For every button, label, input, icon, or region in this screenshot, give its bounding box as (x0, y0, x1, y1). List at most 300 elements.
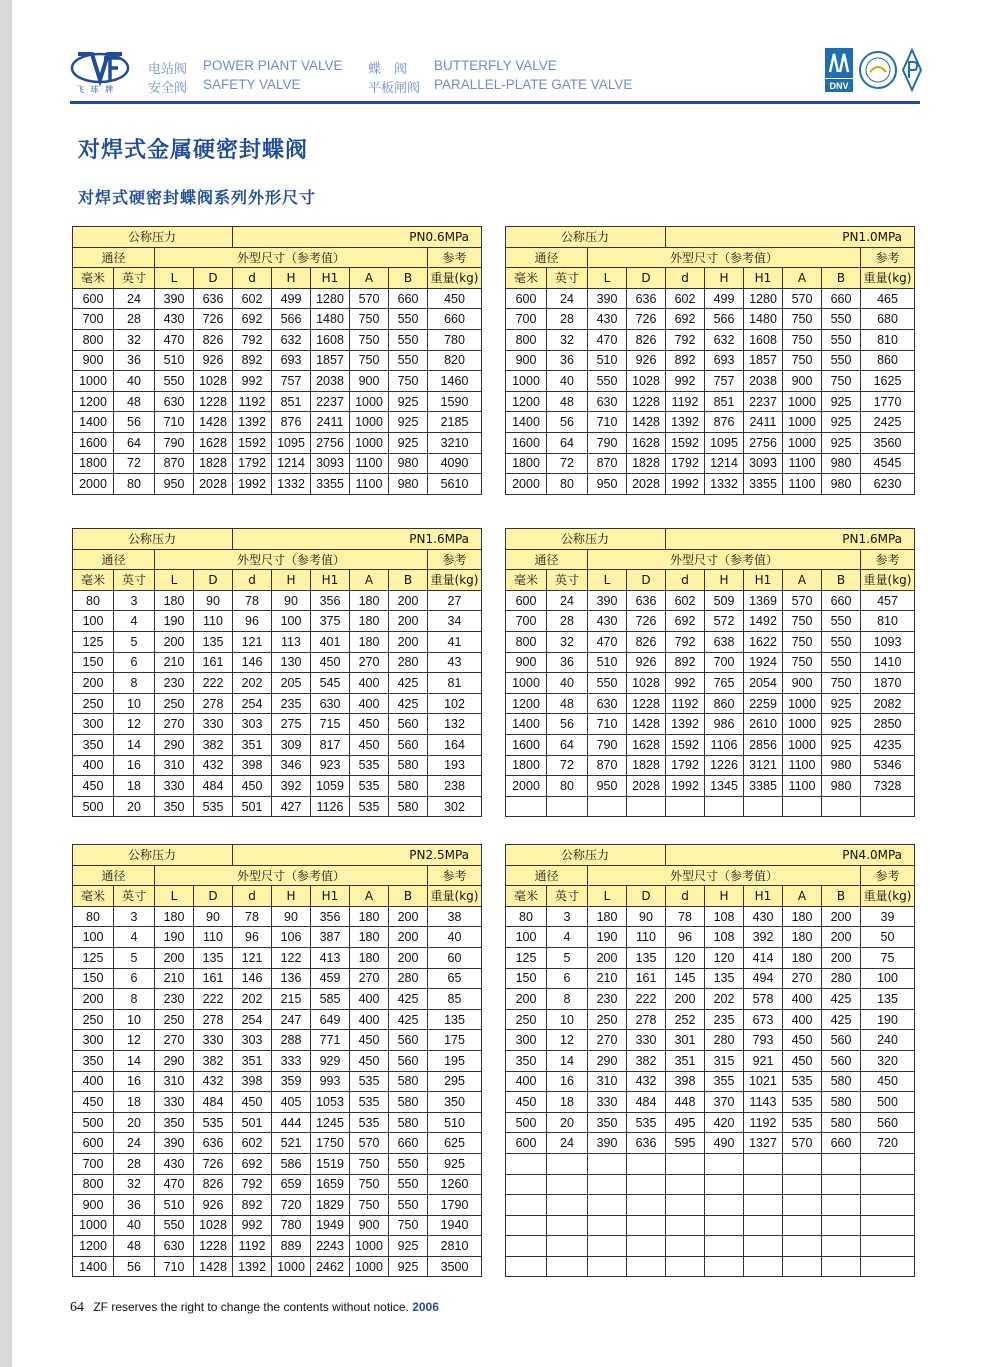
table-row (506, 1092, 915, 1113)
table-cell: 535 (783, 1092, 822, 1113)
table-cell: 392 (272, 776, 311, 797)
table-cell (861, 1215, 915, 1236)
table-cell (547, 1256, 588, 1277)
table-header-row (506, 268, 915, 289)
table-cell: 230 (155, 673, 194, 694)
table-cell: 10 (547, 1009, 588, 1030)
table-cell: 484 (194, 1092, 233, 1113)
table-cell: 24 (547, 1133, 588, 1154)
table-cell: 96 (666, 927, 705, 948)
table-cell: 90 (627, 906, 666, 927)
table-cell: 600 (73, 288, 114, 309)
table-cell: 120 (666, 947, 705, 968)
table-row (506, 611, 915, 632)
table-cell: 1100 (350, 453, 389, 474)
table-cell: 470 (588, 631, 627, 652)
table-cell: 78 (233, 906, 272, 927)
table-cell (783, 1153, 822, 1174)
table-cell: 270 (350, 652, 389, 673)
table-cell: 980 (389, 453, 428, 474)
reference-label: 参考 (861, 865, 915, 886)
table-cell: 630 (155, 391, 194, 412)
table-cell (547, 1236, 588, 1257)
col-header-inch: 英寸 (547, 570, 588, 591)
table-cell: 1000 (350, 432, 389, 453)
table-cell: 135 (194, 631, 233, 652)
certification-seal-icon (858, 48, 898, 92)
table-cell: 750 (350, 1153, 389, 1174)
table-cell: 24 (114, 1133, 155, 1154)
table-cell: 48 (547, 693, 588, 714)
table-row (506, 947, 915, 968)
table-cell: 12 (547, 1030, 588, 1051)
table-row (73, 796, 482, 817)
table-cell: 1059 (311, 776, 350, 797)
table-cell: 200 (506, 989, 547, 1010)
table-row (506, 371, 915, 392)
table-cell (547, 1215, 588, 1236)
table-cell: 1770 (861, 391, 915, 412)
table-cell: 180 (350, 947, 389, 968)
table-cell: 200 (155, 947, 194, 968)
table-cell (666, 1256, 705, 1277)
table-cell: 925 (389, 1236, 428, 1257)
table-cell: 570 (783, 1133, 822, 1154)
table-row (73, 673, 482, 694)
table-cell: 750 (783, 329, 822, 350)
table-cell: 817 (311, 734, 350, 755)
table-cell: 400 (73, 1071, 114, 1092)
col-header-h: H (705, 570, 744, 591)
table-cell: 303 (233, 714, 272, 735)
table-cell: 700 (506, 611, 547, 632)
table-cell: 278 (194, 1009, 233, 1030)
table-cell: 925 (822, 432, 861, 453)
table-cell: 1000 (272, 1256, 311, 1277)
table-cell: 193 (428, 755, 482, 776)
table-cell: 550 (389, 1195, 428, 1216)
table-cell (861, 1236, 915, 1257)
table-cell: 692 (233, 1153, 272, 1174)
table-cell (666, 1215, 705, 1236)
table-cell: 484 (627, 1092, 666, 1113)
table-cell: 566 (272, 309, 311, 330)
table-cell: 1192 (666, 391, 705, 412)
table-cell: 1592 (666, 432, 705, 453)
table-cell: 851 (272, 391, 311, 412)
table-cell: 146 (233, 652, 272, 673)
table-cell: 535 (194, 1112, 233, 1133)
table-cell: 450 (350, 714, 389, 735)
table-cell: 120 (705, 947, 744, 968)
col-header-d-outer: D (627, 268, 666, 289)
table-cell: 580 (822, 1071, 861, 1092)
table-cell: 1592 (666, 734, 705, 755)
table-cell: 3500 (428, 1256, 482, 1277)
table-cell: 1600 (506, 432, 547, 453)
table-cell: 280 (389, 968, 428, 989)
table-cell: 190 (155, 927, 194, 948)
table-cell: 1095 (272, 432, 311, 453)
category-en-butterfly: BUTTERFLY VALVE (434, 58, 557, 73)
table-cell: 280 (705, 1030, 744, 1051)
table-cell (783, 1195, 822, 1216)
table-cell: 150 (73, 968, 114, 989)
table-row (73, 1112, 482, 1133)
table-cell: 146 (233, 968, 272, 989)
table-cell: 509 (705, 590, 744, 611)
table-cell: 2000 (506, 776, 547, 797)
table-row (506, 652, 915, 673)
table-cell: 180 (350, 611, 389, 632)
table-cell: 450 (350, 1050, 389, 1071)
table-cell: 65 (428, 968, 482, 989)
table-cell: 750 (783, 611, 822, 632)
table-cell: 535 (350, 1092, 389, 1113)
table-cell: 826 (627, 329, 666, 350)
table-cell: 1792 (666, 755, 705, 776)
table-cell: 2756 (311, 432, 350, 453)
table-cell: 85 (428, 989, 482, 1010)
col-header-l: L (155, 886, 194, 907)
table-cell: 222 (627, 989, 666, 1010)
table-cell: 32 (114, 329, 155, 350)
table-cell: 356 (311, 906, 350, 927)
table-cell: 1280 (311, 288, 350, 309)
table-cell: 3121 (744, 755, 783, 776)
table-cell: 1000 (350, 412, 389, 433)
table-cell: 1800 (73, 453, 114, 474)
table-cell: 100 (73, 611, 114, 632)
table-cell: 560 (389, 1030, 428, 1051)
table-cell: 1126 (311, 796, 350, 817)
table-cell: 2243 (311, 1236, 350, 1257)
table-cell (744, 1215, 783, 1236)
table-cell: 135 (627, 947, 666, 968)
table-cell: 3560 (861, 432, 915, 453)
col-header-l: L (588, 886, 627, 907)
table-cell: 595 (666, 1133, 705, 1154)
table-cell: 1392 (233, 1256, 272, 1277)
table-cell: 1143 (744, 1092, 783, 1113)
table-cell: 60 (428, 947, 482, 968)
table-cell: 200 (588, 947, 627, 968)
table-cell: 1000 (350, 391, 389, 412)
page-side-bar (0, 0, 12, 1367)
table-cell: 1332 (272, 474, 311, 495)
table-cell: 24 (547, 590, 588, 611)
table-cell (783, 1256, 822, 1277)
table-cell: 125 (73, 631, 114, 652)
col-header-d-inner: d (666, 268, 705, 289)
table-cell: 1400 (73, 412, 114, 433)
table-cell: 1800 (506, 453, 547, 474)
table-cell: 771 (311, 1030, 350, 1051)
table-cell: 470 (588, 329, 627, 350)
bore-label: 通径 (506, 549, 588, 570)
table-cell (588, 1153, 627, 1174)
col-header-b: B (822, 570, 861, 591)
category-en-gate: PARALLEL-PLATE GATE VALVE (434, 77, 633, 92)
table-cell: 1792 (666, 453, 705, 474)
table-cell: 135 (705, 968, 744, 989)
table-cell: 750 (350, 309, 389, 330)
table-cell: 39 (861, 906, 915, 927)
col-header-h1: H1 (744, 886, 783, 907)
table-cell: 4 (547, 927, 588, 948)
table-cell: 400 (783, 989, 822, 1010)
table-cell (666, 1195, 705, 1216)
table-cell (822, 1195, 861, 1216)
table-cell: 40 (114, 1215, 155, 1236)
table-cell: 499 (272, 288, 311, 309)
table-cell (705, 1153, 744, 1174)
table-cell: 2237 (311, 391, 350, 412)
table-cell: 632 (705, 329, 744, 350)
pressure-label: 公称压力 (73, 529, 233, 550)
table-cell (588, 1236, 627, 1257)
table-cell: 2411 (311, 412, 350, 433)
table-cell: 925 (389, 432, 428, 453)
table-cell: 692 (666, 309, 705, 330)
table-cell: 6 (114, 652, 155, 673)
table-cell: 1000 (350, 1236, 389, 1257)
table-cell: 535 (350, 796, 389, 817)
table-cell: 390 (588, 1133, 627, 1154)
table-cell: 425 (389, 673, 428, 694)
table-cell: 387 (311, 927, 350, 948)
table-cell: 1226 (705, 755, 744, 776)
table-cell: 278 (194, 693, 233, 714)
table-cell: 550 (822, 631, 861, 652)
table-cell: 851 (705, 391, 744, 412)
table-cell: 108 (705, 906, 744, 927)
table-cell: 826 (627, 631, 666, 652)
table-cell: 375 (311, 611, 350, 632)
table-cell: 660 (389, 1133, 428, 1154)
table-cell (822, 1256, 861, 1277)
category-en-safety: SAFETY VALVE (203, 77, 301, 92)
table-cell: 250 (73, 693, 114, 714)
table-cell: 780 (272, 1215, 311, 1236)
table-cell: 254 (233, 1009, 272, 1030)
bore-label: 通径 (506, 865, 588, 886)
col-header-l: L (155, 268, 194, 289)
table-cell (588, 796, 627, 817)
table-cell: 1592 (233, 432, 272, 453)
table-cell: 535 (350, 1112, 389, 1133)
table-header-row (73, 865, 482, 886)
table-cell (588, 1256, 627, 1277)
table-cell: 401 (311, 631, 350, 652)
table-cell: 950 (588, 474, 627, 495)
table-cell: 630 (588, 391, 627, 412)
table-cell: 750 (350, 1195, 389, 1216)
table-cell: 2610 (744, 714, 783, 735)
table-cell (666, 1174, 705, 1195)
table-cell: 90 (194, 906, 233, 927)
table-cell: 1228 (627, 391, 666, 412)
table-cell: 3 (114, 906, 155, 927)
table-cell: 470 (155, 329, 194, 350)
table-cell: 535 (627, 1112, 666, 1133)
section-title: 对焊式硬密封蝶阀系列外形尺寸 (78, 188, 317, 207)
table-cell: 12 (114, 1030, 155, 1051)
table-cell: 210 (155, 652, 194, 673)
table-cell (627, 1195, 666, 1216)
table-cell (861, 1195, 915, 1216)
table-cell: 926 (194, 350, 233, 371)
table-cell: 750 (783, 652, 822, 673)
table-cell: 450 (783, 1050, 822, 1071)
table-cell: 1790 (428, 1195, 482, 1216)
col-header-inch: 英寸 (114, 570, 155, 591)
table-cell: 400 (73, 755, 114, 776)
table-cell: 270 (155, 714, 194, 735)
table-cell: 1100 (783, 453, 822, 474)
table-row (506, 968, 915, 989)
table-row (506, 1071, 915, 1092)
table-cell: 27 (428, 590, 482, 611)
table-cell: 790 (155, 432, 194, 453)
reference-label: 参考 (861, 247, 915, 268)
table-cell: 693 (272, 350, 311, 371)
table-cell (783, 796, 822, 817)
table-cell (588, 1174, 627, 1195)
table-cell (627, 1215, 666, 1236)
table-cell: 20 (547, 1112, 588, 1133)
col-header-h1: H1 (744, 570, 783, 591)
table-cell: 190 (155, 611, 194, 632)
spec-table (505, 528, 915, 817)
table-cell: 550 (389, 1153, 428, 1174)
table-cell: 625 (428, 1133, 482, 1154)
table-cell: 270 (155, 1030, 194, 1051)
table-cell: 765 (705, 673, 744, 694)
table-cell: 570 (350, 288, 389, 309)
table-cell: 580 (822, 1112, 861, 1133)
table-row (73, 350, 482, 371)
table-cell: 430 (588, 611, 627, 632)
table-cell: 351 (233, 1050, 272, 1071)
table-cell: 110 (627, 927, 666, 948)
table-cell: 175 (428, 1030, 482, 1051)
page-header (70, 40, 920, 102)
table-cell: 1028 (194, 1215, 233, 1236)
table-cell (705, 1256, 744, 1277)
table-row (73, 755, 482, 776)
table-cell (547, 1153, 588, 1174)
table-cell: 34 (428, 611, 482, 632)
col-header-b: B (389, 570, 428, 591)
table-cell: 180 (155, 906, 194, 927)
table-cell: 500 (506, 1112, 547, 1133)
category-cn-gate: 平板闸阀 (368, 81, 421, 96)
table-row (73, 329, 482, 350)
table-cell: 900 (783, 673, 822, 694)
table-cell: 78 (666, 906, 705, 927)
table-cell: 892 (666, 652, 705, 673)
table-cell: 56 (114, 1256, 155, 1277)
dimensions-label: 外型尺寸（参考值） (155, 247, 428, 268)
table-cell: 414 (744, 947, 783, 968)
pressure-value: PN4.0MPa (666, 845, 915, 866)
table-cell: 290 (588, 1050, 627, 1071)
table-cell: 450 (783, 1030, 822, 1051)
table-cell: 550 (155, 1215, 194, 1236)
table-cell: 130 (272, 652, 311, 673)
table-cell: 1000 (506, 371, 547, 392)
table-cell: 1332 (705, 474, 744, 495)
table-cell: 600 (73, 1133, 114, 1154)
table-row (506, 391, 915, 412)
table-cell: 1625 (861, 371, 915, 392)
spec-table (72, 226, 482, 495)
table-cell: 459 (311, 968, 350, 989)
table-cell: 351 (666, 1050, 705, 1071)
table-cell: 992 (233, 371, 272, 392)
table-cell: 1428 (194, 412, 233, 433)
pressure-value: PN0.6MPa (233, 227, 482, 248)
table-cell: 230 (588, 989, 627, 1010)
table-row (73, 1195, 482, 1216)
table-cell: 215 (272, 989, 311, 1010)
table-cell: 16 (547, 1071, 588, 1092)
table-cell: 382 (627, 1050, 666, 1071)
table-cell: 580 (389, 1112, 428, 1133)
table-header-row (506, 227, 915, 248)
table-cell: 602 (233, 1133, 272, 1154)
table-cell: 545 (311, 673, 350, 694)
table-cell: 2038 (311, 371, 350, 392)
table-cell: 16 (114, 755, 155, 776)
col-header-d-inner: d (666, 570, 705, 591)
table-cell: 550 (389, 309, 428, 330)
table-cell: 2000 (73, 474, 114, 495)
table-row (73, 1030, 482, 1051)
table-cell: 102 (428, 693, 482, 714)
table-cell: 302 (428, 796, 482, 817)
table-cell: 135 (861, 989, 915, 1010)
table-cell: 660 (822, 288, 861, 309)
table-cell (705, 1174, 744, 1195)
table-cell: 180 (588, 906, 627, 927)
table-row (73, 453, 482, 474)
table-cell (744, 1195, 783, 1216)
table-row (506, 1174, 915, 1195)
table-cell: 800 (73, 1174, 114, 1195)
table-row (73, 611, 482, 632)
table-cell (547, 796, 588, 817)
table-cell: 900 (506, 652, 547, 673)
table-cell: 570 (783, 288, 822, 309)
table-cell: 926 (627, 350, 666, 371)
table-cell: 450 (73, 1092, 114, 1113)
table-cell: 1192 (233, 1236, 272, 1257)
table-cell: 550 (822, 652, 861, 673)
table-cell: 56 (114, 412, 155, 433)
table-cell: 692 (233, 309, 272, 330)
table-cell: 1095 (705, 432, 744, 453)
table-header-row (73, 886, 482, 907)
table-cell: 510 (428, 1112, 482, 1133)
table-cell: 535 (783, 1071, 822, 1092)
table-cell: 36 (114, 350, 155, 371)
table-cell: 1828 (627, 755, 666, 776)
table-cell: 2028 (194, 474, 233, 495)
table-cell (744, 1256, 783, 1277)
table-cell: 1492 (744, 611, 783, 632)
